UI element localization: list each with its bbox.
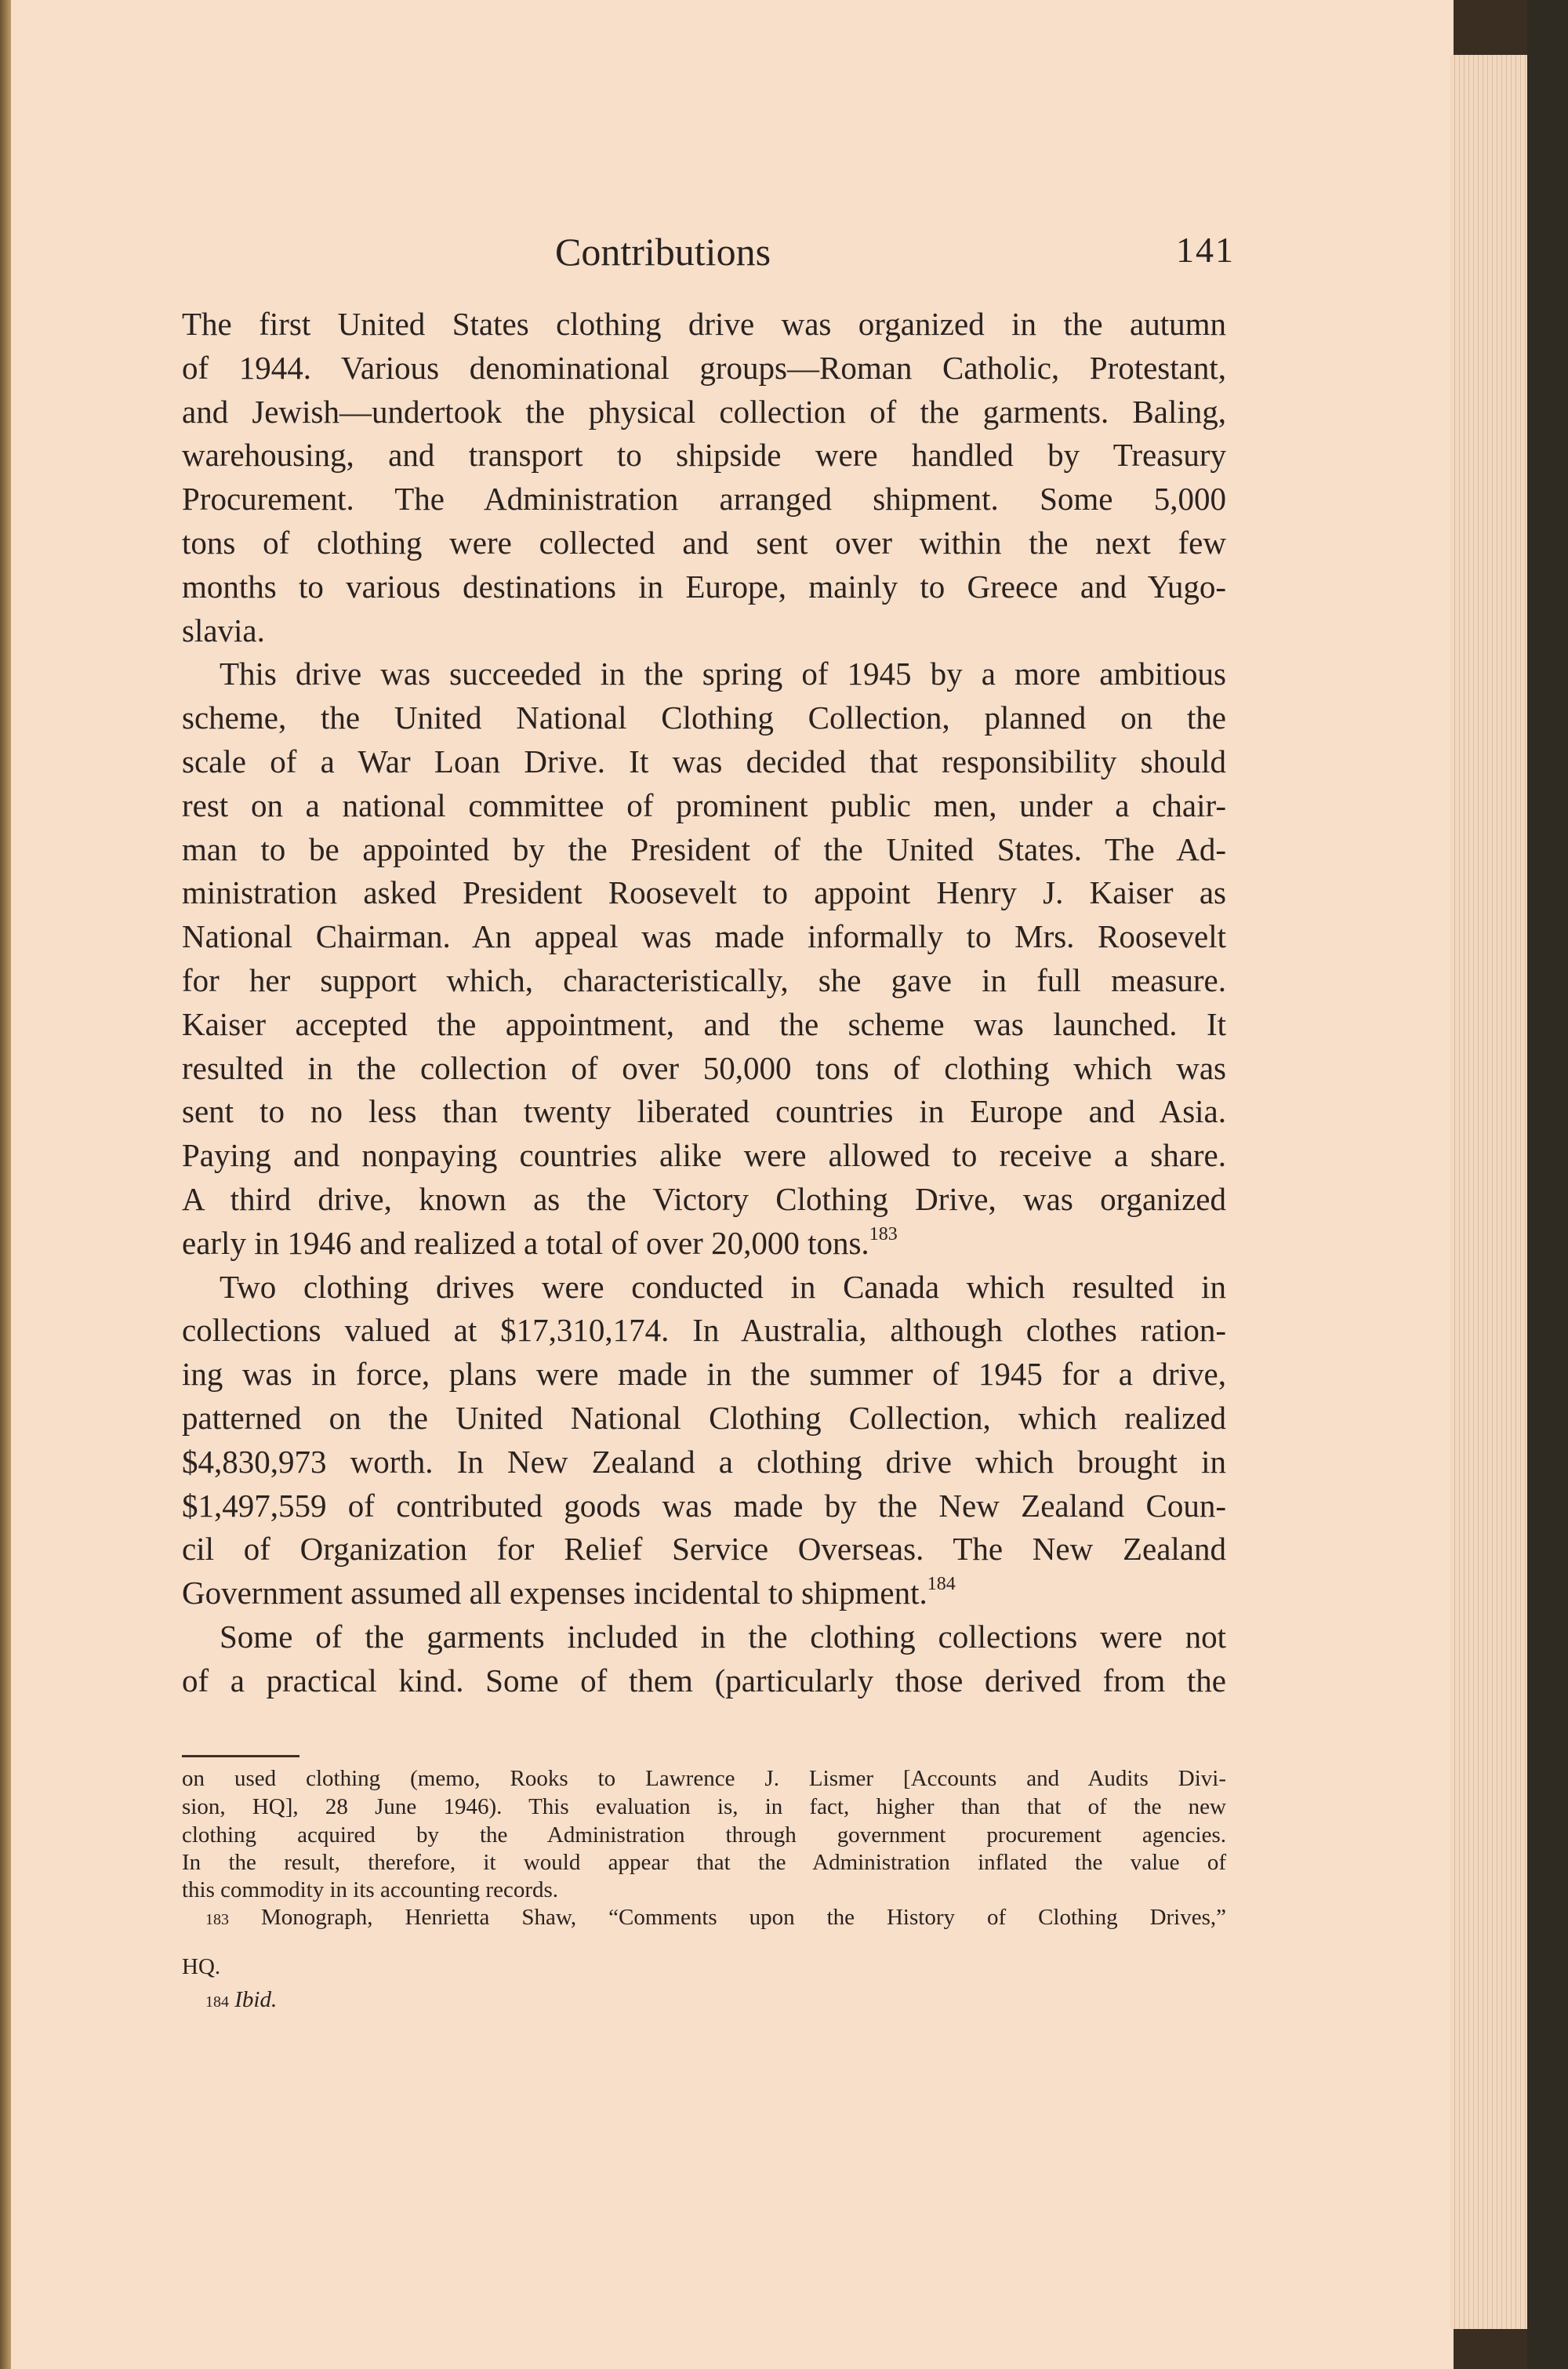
line-text: $4,830,973 worth. In New Zealand a clothing drive which brought in <box>182 1443 1226 1480</box>
text-line <box>182 1178 1226 1222</box>
line-text: months to various destinations in Europe, mainly to Greece and Yugo- <box>182 568 1226 605</box>
text-line <box>182 1222 1226 1266</box>
line-text: Procurement. The Administration arranged shipment. Some 5,000 <box>182 481 1226 518</box>
footnote-text: Monograph, Henrietta Shaw, “Comments upon the History of Clothing Drives,” <box>260 1905 1226 1930</box>
line-text: A third drive, known as the Victory Clothing Drive, was organized <box>182 1180 1226 1217</box>
text-line <box>182 1003 1226 1047</box>
text-line <box>182 1309 1226 1353</box>
text-line <box>182 303 1226 347</box>
text-line <box>182 1266 1226 1310</box>
text-line <box>182 478 1226 521</box>
page-number: 141 <box>1176 230 1235 270</box>
footnote-183-continued: HQ. <box>182 1954 221 1979</box>
text-line <box>182 1571 1226 1615</box>
footnote-line: clothing acquired by the Administration through government procurement agencies. <box>182 1822 1226 1848</box>
text-line <box>182 1047 1226 1091</box>
footnote-184 <box>182 1986 1226 2016</box>
line-text: resulted in the collection of over 50,000 tons of clothing which was <box>182 1049 1226 1086</box>
line-text: slavia. <box>182 612 265 649</box>
text-line <box>182 347 1226 391</box>
line-text: of 1944. Various denominational groups—Roman Catholic, Protestant, <box>182 349 1226 386</box>
line-text: This drive was succeeded in the spring of 1945 by a more ambitious <box>220 656 1226 692</box>
scan-background <box>1527 0 1568 2369</box>
line-text: Kaiser accepted the appointment, and the scheme was launched. It <box>182 1005 1226 1042</box>
footnote-line: on used clothing (memo, Rooks to Lawrence J. Lismer [Accounts and Audits Divi- <box>182 1766 1226 1791</box>
footnote-line: this commodity in its accounting records. <box>182 1877 559 1902</box>
footnote-reference: 183 <box>869 1223 898 1244</box>
text-line <box>182 1441 1226 1484</box>
running-head: Contributions <box>555 230 771 274</box>
text-line <box>182 696 1226 740</box>
text-line <box>182 828 1226 872</box>
line-text: for her support which, characteristically, she gave in full measure. <box>182 961 1226 998</box>
line-text: scheme, the United National Clothing Collection, planned on the <box>182 699 1226 736</box>
text-line <box>182 1484 1226 1528</box>
text-line <box>182 565 1226 609</box>
line-text: collections valued at $17,310,174. In Australia, although clothes ration- <box>182 1312 1226 1349</box>
text-line <box>182 784 1226 828</box>
text-line <box>182 740 1226 784</box>
line-text: man to be appointed by the President of the United States. The Ad- <box>182 830 1226 867</box>
line-text: scale of a War Loan Drive. It was decided that responsibility should <box>182 743 1226 779</box>
line-text: and Jewish—undertook the physical collection of the garments. Baling, <box>182 393 1226 430</box>
line-text: patterned on the United National Clothing Collection, which realized <box>182 1399 1226 1436</box>
footnote-number: 184 <box>205 1993 229 2011</box>
text-line <box>182 915 1226 959</box>
page-edges <box>1450 55 1529 2329</box>
footnote-reference: 184 <box>927 1574 956 1595</box>
line-text: National Chairman. An appeal was made informally to Mrs. Roosevelt <box>182 918 1226 955</box>
footnote-number: 183 <box>205 1911 229 1928</box>
text-line <box>182 391 1226 434</box>
text-line <box>182 1615 1226 1659</box>
text-line <box>182 521 1226 565</box>
line-text: ing was in force, plans were made in the summer of 1945 for a drive, <box>182 1356 1226 1393</box>
text-line <box>182 871 1226 915</box>
line-text: $1,497,559 of contributed goods was made by the New Zealand Coun- <box>182 1487 1226 1524</box>
line-text: Two clothing drives were conducted in Canada which resulted in <box>220 1268 1226 1305</box>
line-text: tons of clothing were collected and sent over within the next few <box>182 524 1226 561</box>
text-line <box>182 959 1226 1003</box>
footnote-line: In the result, therefore, it would appear that the Administration inflated the value of <box>182 1850 1226 1875</box>
text-line <box>182 1134 1226 1178</box>
line-text: early in 1946 and realized a total of over 20,000 tons. <box>182 1224 869 1261</box>
line-text: of a practical kind. Some of them (particularly those derived from the <box>182 1662 1226 1699</box>
line-text: Government assumed all expenses incidental to shipment. <box>182 1575 927 1611</box>
line-text: rest on a national committee of prominent public men, under a chair- <box>182 787 1226 823</box>
line-text: Some of the garments included in the clothing collections were not <box>220 1618 1226 1655</box>
footnote-rule <box>182 1755 299 1757</box>
text-line <box>182 434 1226 478</box>
line-text: ministration asked President Roosevelt to appoint Henry J. Kaiser as <box>182 874 1226 911</box>
text-line <box>182 1353 1226 1397</box>
line-text: Paying and nonpaying countries alike were allowed to receive a share. <box>182 1137 1226 1174</box>
footnote-183 <box>182 1903 1226 1934</box>
line-text: cil of Organization for Relief Service Overseas. The New Zealand <box>182 1531 1226 1568</box>
line-text: warehousing, and transport to shipside were handled by Treasury <box>182 437 1226 474</box>
text-line <box>182 609 1226 653</box>
line-text: sent to no less than twenty liberated countries in Europe and Asia. <box>182 1093 1226 1130</box>
line-text: The first United States clothing drive was organized in the autumn <box>182 306 1226 342</box>
text-line <box>182 1090 1226 1134</box>
body-text <box>182 303 1226 1703</box>
text-line <box>182 1528 1226 1571</box>
text-line <box>182 1659 1226 1703</box>
text-line <box>182 1397 1226 1441</box>
footnote-text: Ibid. <box>234 1987 278 2012</box>
footnote-line: sion, HQ], 28 June 1946). This evaluation is, in fact, higher than that of the new <box>182 1794 1226 1819</box>
text-line <box>182 652 1226 696</box>
